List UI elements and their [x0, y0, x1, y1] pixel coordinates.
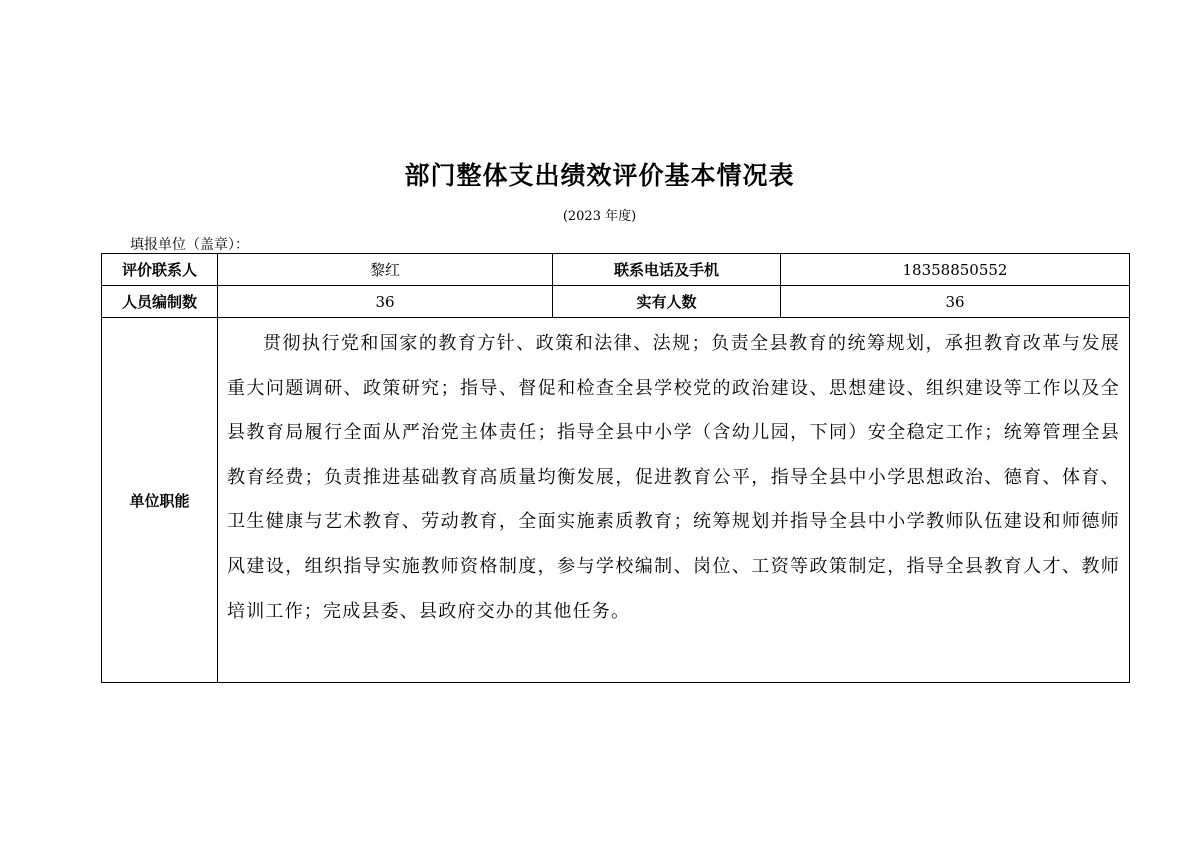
fill-unit-label: 填报单位（盖章）：	[130, 237, 249, 253]
contact-person-label: 评价联系人	[102, 254, 218, 286]
table-row	[102, 286, 1130, 318]
unit-function-text: 贯彻执行党和国家的教育方针、政策和法律、法规；负责全县教育的统筹规划，承担教育改革与发展重大问题调研、政策研究；指导、督促和检查全县学校党的政治建设、思想建设、组织建设等工作以及全县教育局履行全面从严治党主体责任；指导全县中小学（含幼儿园，下同）安全稳定工作；统筹管理全县教育经费；负责推进基础教育高质量均衡发展，促进教育公平，指导全县中小学思想政治、德育、体育、卫生健康与艺术教育、劳动教育，全面实施素质教育；统筹规划并指导全县中小学教师队伍建设和师德师风建设，组织指导实施教师资格制度，参与学校编制、岗位、工资等政策制定，指导全县教育人才、教师培训工作；完成县委、县政府交办的其他任务。	[227, 333, 1120, 622]
unit-function-label: 单位职能	[102, 318, 218, 683]
table-row	[102, 254, 1130, 286]
page-title: 部门整体支出绩效评价基本情况表	[404, 161, 795, 190]
actual-staff-value: 36	[781, 286, 1130, 318]
unit-function-cell	[218, 318, 1130, 683]
contact-phone-value: 18358850552	[781, 254, 1130, 286]
contact-person-value: 黎红	[218, 254, 553, 286]
contact-phone-label: 联系电话及手机	[553, 254, 781, 286]
staff-quota-value: 36	[218, 286, 553, 318]
year-label: (2023 年度)	[562, 209, 637, 224]
evaluation-info-table	[101, 253, 1130, 683]
staff-quota-label: 人员编制数	[102, 286, 218, 318]
table-row	[102, 318, 1130, 683]
actual-staff-label: 实有人数	[553, 286, 781, 318]
